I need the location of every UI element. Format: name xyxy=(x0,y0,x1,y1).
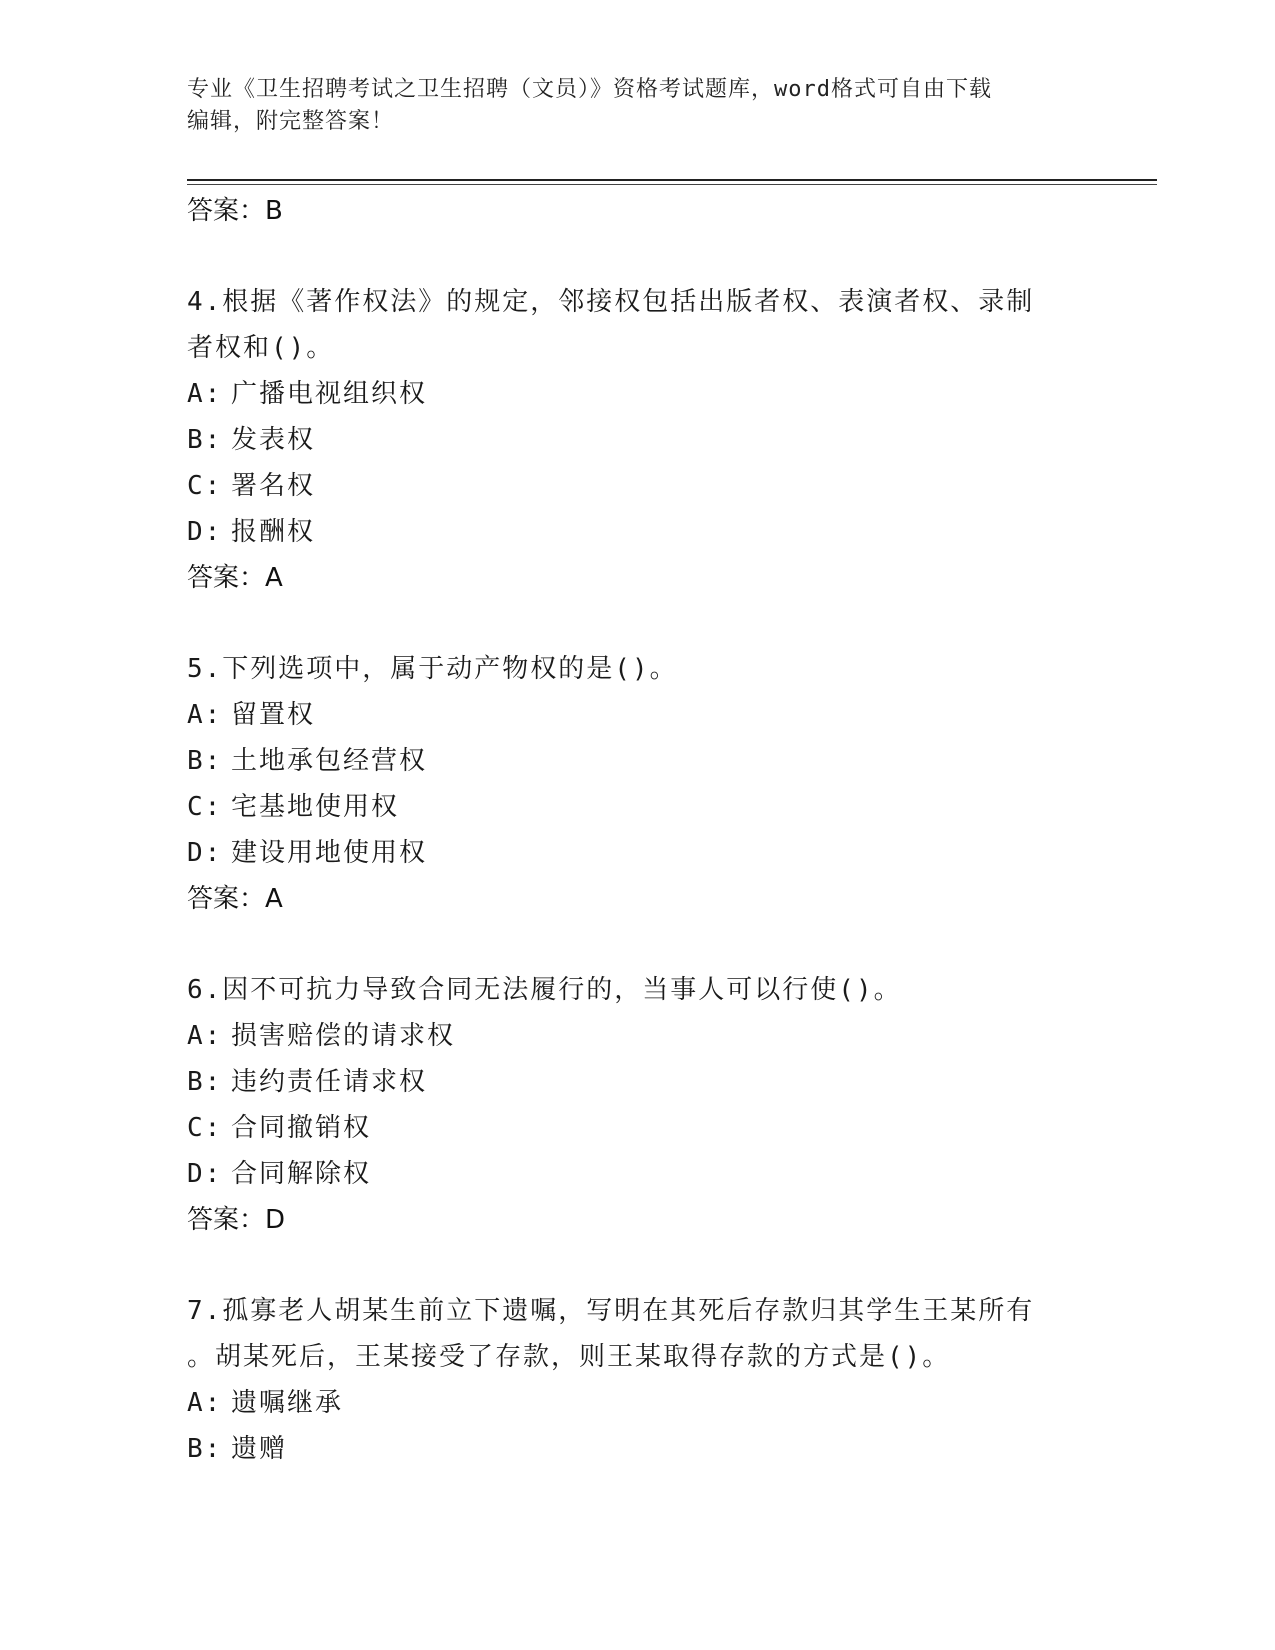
option-b xyxy=(187,738,1087,784)
spacer xyxy=(187,234,1087,279)
option-c xyxy=(187,1105,1087,1151)
option-text: 发表权 xyxy=(231,425,316,455)
document-header xyxy=(187,74,1067,138)
option-c xyxy=(187,784,1087,830)
header-divider-thin xyxy=(187,184,1157,185)
option-b xyxy=(187,1059,1087,1105)
answer-line: 答案：A xyxy=(187,563,283,593)
option-label: A: xyxy=(187,1021,223,1051)
option-text: 损害赔偿的请求权 xyxy=(231,1021,456,1051)
option-label: D: xyxy=(187,517,223,547)
option-a xyxy=(187,1380,1087,1426)
option-d xyxy=(187,509,1087,555)
option-label: B: xyxy=(187,425,223,455)
option-a xyxy=(187,371,1087,417)
option-text: 留置权 xyxy=(231,700,316,730)
option-label: D: xyxy=(187,1159,223,1189)
question-text-line: 6.因不可抗力导致合同无法履行的，当事人可以行使()。 xyxy=(187,975,902,1005)
spacer xyxy=(187,601,1087,646)
question-text-line: 4.根据《著作权法》的规定，邻接权包括出版者权、表演者权、录制 xyxy=(187,287,1035,317)
option-label: A: xyxy=(187,1388,223,1418)
option-text: 署名权 xyxy=(231,471,316,501)
option-label: C: xyxy=(187,471,223,501)
option-text: 建设用地使用权 xyxy=(231,838,428,868)
option-text: 宅基地使用权 xyxy=(231,792,400,822)
option-b xyxy=(187,417,1087,463)
option-text: 广播电视组织权 xyxy=(231,379,428,409)
answer-line: 答案：A xyxy=(187,884,283,914)
question-block xyxy=(187,1288,1087,1472)
question-block xyxy=(187,967,1087,1243)
option-d xyxy=(187,1151,1087,1197)
option-text: 违约责任请求权 xyxy=(231,1067,428,1097)
option-c xyxy=(187,463,1087,509)
option-label: D: xyxy=(187,838,223,868)
option-text: 遗赠 xyxy=(231,1434,288,1464)
option-label: C: xyxy=(187,1113,223,1143)
question-text-line: 7.孤寡老人胡某生前立下遗嘱，写明在其死后存款归其学生王某所有 xyxy=(187,1296,1035,1326)
header-line-2: 编辑，附完整答案！ xyxy=(187,109,395,134)
option-text: 合同撤销权 xyxy=(231,1113,372,1143)
option-text: 土地承包经营权 xyxy=(231,746,428,776)
option-b xyxy=(187,1426,1087,1472)
header-line-1: 专业《卫生招聘考试之卫生招聘（文员）》资格考试题库，word格式可自由下载 xyxy=(187,77,992,102)
answer-line: 答案：D xyxy=(187,1205,286,1235)
question-block xyxy=(187,646,1087,922)
option-d xyxy=(187,830,1087,876)
option-a xyxy=(187,692,1087,738)
option-text: 合同解除权 xyxy=(231,1159,372,1189)
option-label: A: xyxy=(187,379,223,409)
option-label: B: xyxy=(187,746,223,776)
question-text-line: 者权和()。 xyxy=(187,333,335,363)
question-list xyxy=(187,188,1087,1472)
option-label: A: xyxy=(187,700,223,730)
spacer xyxy=(187,922,1087,967)
option-label: C: xyxy=(187,792,223,822)
question-text-line: 5.下列选项中，属于动产物权的是()。 xyxy=(187,654,678,684)
question-text-line: 。胡某死后，王某接受了存款，则王某取得存款的方式是()。 xyxy=(187,1342,951,1372)
option-label: B: xyxy=(187,1434,223,1464)
question-block xyxy=(187,279,1087,601)
option-label: B: xyxy=(187,1067,223,1097)
option-text: 报酬权 xyxy=(231,517,316,547)
previous-answer: 答案：B xyxy=(187,196,283,226)
spacer xyxy=(187,1243,1087,1288)
header-divider-thick xyxy=(187,179,1157,181)
option-a xyxy=(187,1013,1087,1059)
option-text: 遗嘱继承 xyxy=(231,1388,344,1418)
